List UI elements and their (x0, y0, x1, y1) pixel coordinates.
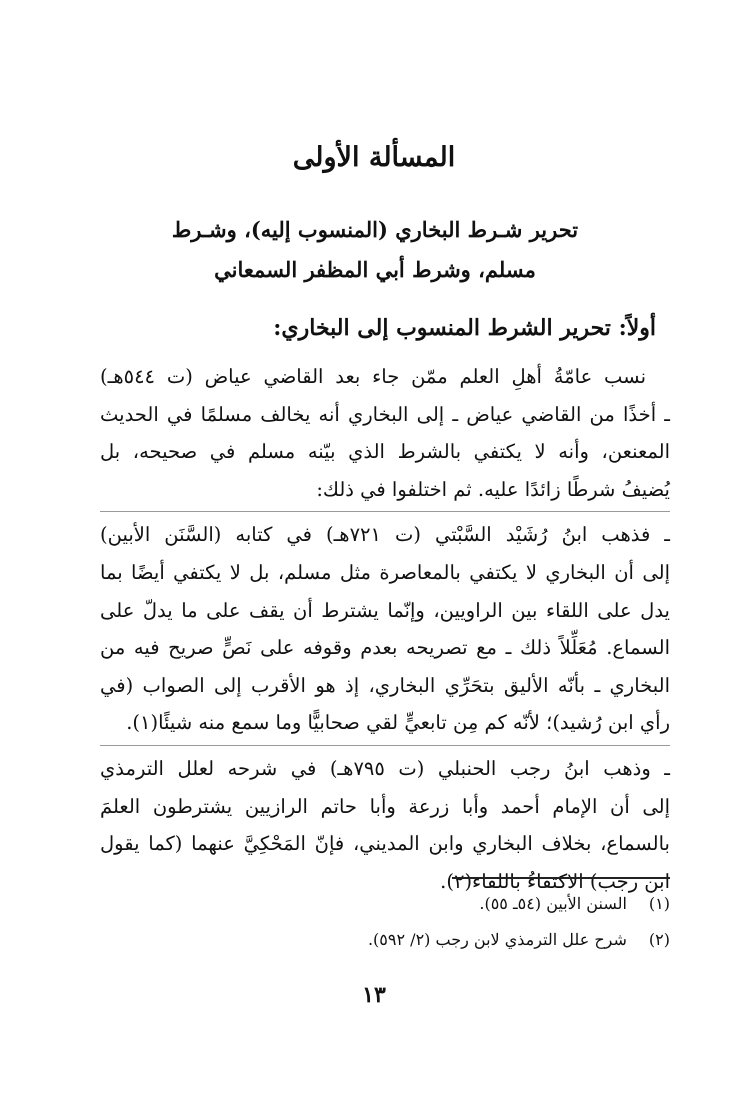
text-line: ـ وذهب ابنُ رجب الحنبلي (ت ٧٩٥هـ) في شرحه لعلل الترمذي (100, 756, 670, 780)
paragraph-divider (100, 745, 670, 746)
footnote-separator (452, 877, 670, 879)
text-line: إلى أن الإمام أحمد وأبا زرعة وأبا حاتم الرازيين يشترطون العلمَ (100, 794, 670, 818)
chapter-title: المسألة الأولى (292, 142, 456, 173)
page-number: ١٣ (362, 982, 386, 1008)
footnote-text: السنن الأبين (٥٤ـ ٥٥). (479, 894, 627, 913)
text-line: يُضيفُ شرطًا زائدًا عليه. ثم اختلفوا في ذلك: (316, 477, 670, 501)
text-line: بالسماع، بخلاف البخاري وابن المديني، فإنّ المَحْكِيَّ عنهما (كما يقول (100, 832, 670, 856)
footnote (250, 886, 670, 922)
subtitle-line-1: تحرير شـرط البخاري (المنسوب إليه)، وشـرط (171, 217, 579, 242)
paragraph-2 (100, 516, 670, 742)
text-line: رأي ابن رُشيد)؛ لأنّه كم مِن تابعيٍّ لقي صحابيًّا وما سمع منه شيئًا(١). (126, 711, 670, 735)
text-line: المعنعن، وأنه لا يكتفي بالشرط الذي بيّنه مسلم في صحيحه، بل (100, 440, 670, 464)
footnote-text: شرح علل الترمذي لابن رجب (٢/ ٥٩٢). (367, 930, 627, 949)
footnote-number: (٢) (648, 930, 670, 949)
paragraph-1 (100, 358, 670, 508)
text-line: البخاري ـ بأنّه الأليق بتحَرِّي البخاري، إذ هو الأقرب إلى الصواب (في (100, 673, 670, 697)
footnote (250, 922, 670, 958)
paragraph-divider (100, 511, 670, 512)
footnote-number: (١) (648, 894, 670, 913)
chapter-subtitle (150, 210, 600, 290)
text-line: نسب عامّةُ أهلِ العلم ممّن جاء بعد القاضي عياض (ت ٥٤٤هـ) (100, 365, 646, 388)
section-heading: أولاً: تحرير الشرط المنسوب إلى البخاري: (273, 315, 656, 341)
body-text (100, 358, 670, 900)
text-line: ـ فذهب ابنُ رُشَيْد السَّبْتي (ت ٧٢١هـ) في كتابه (السَّنَن الأبين) (100, 523, 670, 547)
text-line: ـ أخذًا من القاضي عياض ـ إلى البخاري أنه يخالف مسلمًا في الحديث (100, 402, 670, 426)
subtitle-line-2: مسلم، وشرط أبي المظفر السمعاني (214, 257, 536, 282)
text-line: إلى أن البخاري لا يكتفي بالمعاصرة مثل مسلم، بل لا يكتفي أيضًا بما (100, 560, 670, 584)
text-line: ابن رجب) الاكتفاءُ باللقاء(٢). (440, 869, 670, 893)
text-line: يدل على اللقاء بين الراويين، وإنّما يشترط أن يقف على ما يدلّ على (100, 598, 670, 622)
footnotes (250, 886, 670, 958)
text-line: السماع. مُعَلِّلاً ذلك ـ مع تصريحه بعدم وقوفه على نَصٍّ صريح فيه من (100, 636, 670, 660)
